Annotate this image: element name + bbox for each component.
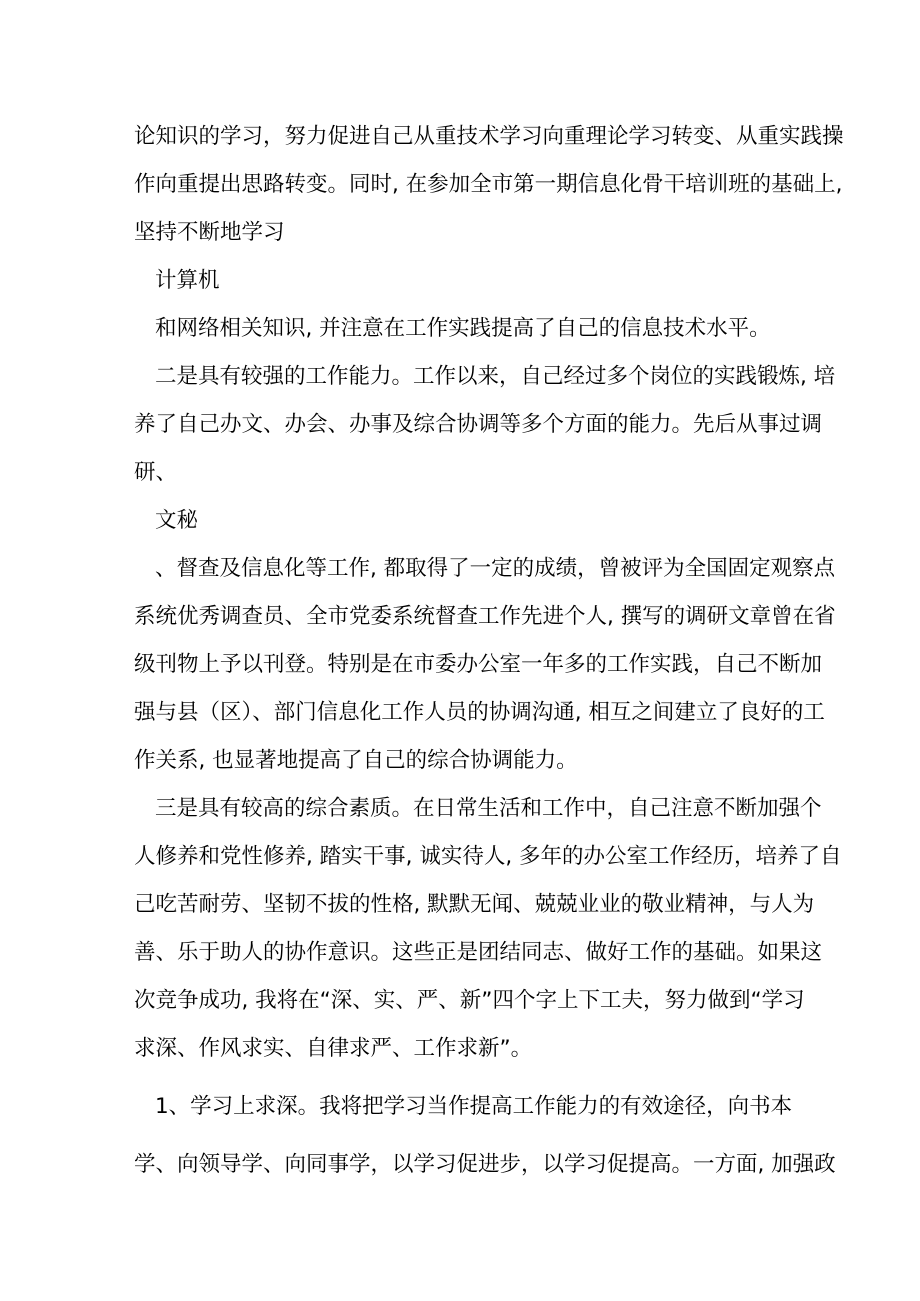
text-line: 研、 (134, 460, 178, 485)
text-line: 学、向领导学、向同事学，以学习促进步，以学习促提高。一方面, 加强政 (134, 1152, 836, 1177)
text-line: 系统优秀调查员、全市党委系统督查工作先进个人, 撰写的调研文章曾在省 (134, 604, 836, 629)
text-line: 和网络相关知识, 并注意在工作实践提高了自己的信息技术水平。 (155, 316, 771, 341)
text-line: 计算机 (155, 268, 220, 293)
text-line: 级刊物上予以刊登。特别是在市委办公室一年多的工作实践，自己不断加 (134, 652, 823, 677)
text-line: 养了自己办文、办会、办事及综合协调等多个方面的能力。先后从事过调 (134, 412, 823, 437)
text-line: 求深、作风求实、自律求严、工作求新”。 (134, 1036, 533, 1061)
text-line: 三是具有较高的综合素质。在日常生活和工作中，自己注意不断加强个 (155, 796, 822, 821)
text-line: 作关系, 也显著地提高了自己的综合协调能力。 (134, 748, 578, 773)
text-line: 文秘 (155, 508, 199, 533)
text-line: 善、乐于助人的协作意识。这些正是团结同志、做好工作的基础。如果这 (134, 940, 823, 965)
text-line: 强与县（区）、部门信息化工作人员的协调沟通, 相互之间建立了良好的工 (134, 700, 825, 725)
text-line: 1、学习上求深。我将把学习当作提高工作能力的有效途径，向书本 (155, 1094, 793, 1119)
text-line: 次竞争成功, 我将在“深、实、严、新”四个字上下工夫，努力做到“学习 (134, 988, 805, 1013)
text-line: 、督查及信息化等工作, 都取得了一定的成绩，曾被评为全国固定观察点 (155, 556, 836, 581)
text-line: 己吃苦耐劳、坚韧不拔的性格, 默默无闻、兢兢业业的敬业精神，与人为 (134, 892, 815, 917)
text-line: 人修养和党性修养, 踏实干事, 诚实待人, 多年的办公室工作经历，培养了自 (134, 844, 842, 869)
text-line: 二是具有较强的工作能力。工作以来，自己经过多个岗位的实践锻炼, 培 (155, 364, 836, 389)
text-line: 论知识的学习，努力促进自己从重技术学习向重理论学习转变、从重实践操 (134, 124, 844, 149)
text-line: 作向重提出思路转变。同时, 在参加全市第一期信息化骨干培训班的基础上, (134, 172, 843, 197)
text-line: 坚持不断地学习 (134, 220, 285, 245)
